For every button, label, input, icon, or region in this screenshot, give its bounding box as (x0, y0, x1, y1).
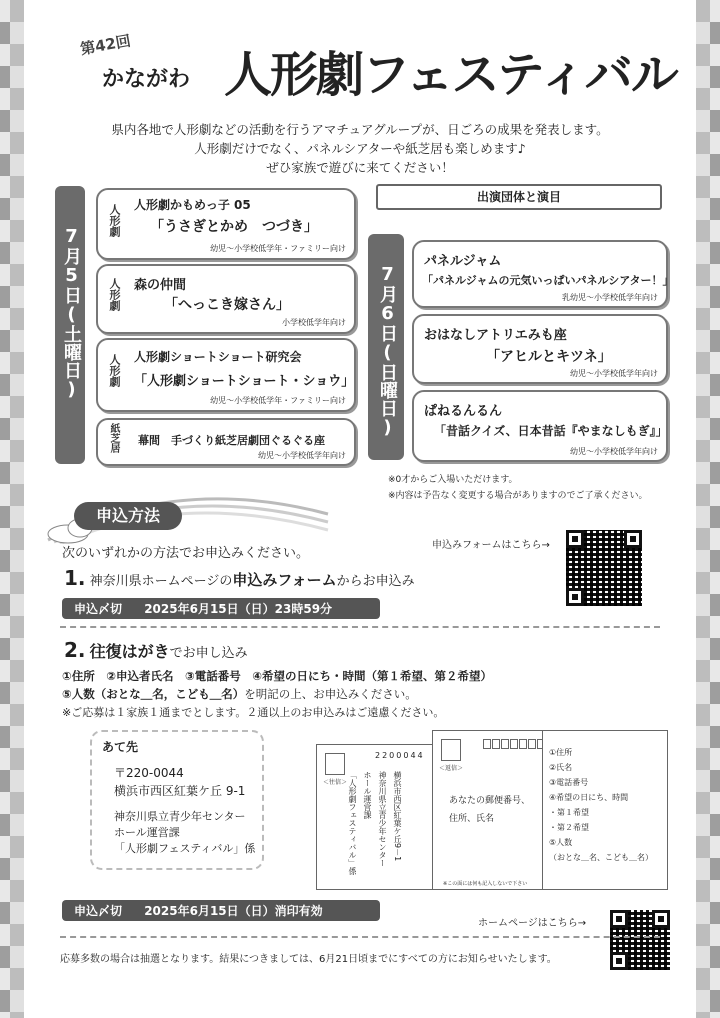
reply-field-2: ②氏名 (549, 763, 573, 772)
day2-banner (376, 184, 662, 210)
day1-item-1 (96, 188, 356, 260)
address-attn: 「人形劇フェスティバル」係 (114, 842, 256, 855)
deadline-2-date: 2025年6月15日（日）消印有効 (144, 904, 323, 918)
intro-text (60, 120, 660, 177)
v-addr1: 横浜市西区紅葉ケ丘9－1 (393, 771, 402, 862)
left-border-pattern (0, 0, 24, 1018)
day1-date: 7月5日(土曜日) (61, 226, 82, 400)
v-addr3: ホール運営課 (363, 771, 372, 819)
day1-item-4 (96, 418, 356, 466)
intro-line-3: ぜひ家族で遊びに来てください！ (266, 160, 454, 175)
method-1-text-b: 申込みフォーム (232, 571, 337, 589)
right-border-pattern (696, 0, 720, 1018)
edition-label: 第42回 (78, 31, 133, 59)
deadline-2-label: 申込〆切 (74, 904, 123, 918)
reply-field-1: ①住所 (549, 748, 573, 757)
fields-line-1: ①住所 ②申込者氏名 ③電話番号 ④希望の日にち・時間（第１希望、第２希望） (62, 669, 492, 683)
postcard-outgoing (316, 744, 434, 890)
day2-date-bar (368, 234, 404, 460)
title-small: かながわ (102, 67, 191, 92)
address-zip: 〒220-0044 (114, 766, 184, 780)
audience: 幼児～小学校低学年・ファミリー向け (210, 244, 346, 253)
audience: 小学校低学年向け (282, 318, 346, 327)
category-label: 人形劇 (108, 354, 121, 387)
group-name: パネルジャム (424, 254, 502, 269)
audience: 幼児～小学校低学年向け (570, 369, 658, 378)
address-org: 神奈川県立青少年センター (114, 810, 246, 823)
program-title: 「パネルジャムの元気いっぱいパネルシアター！」 (422, 274, 674, 287)
day2-banner-text: 出演団体と演目 (476, 190, 561, 204)
reply-field-4: ④希望の日にち、時間 (549, 793, 629, 802)
homepage-link[interactable]: ホームページはこちら→ (478, 918, 587, 929)
reply-field-3: ③電話番号 (549, 778, 589, 787)
page-title: 人形劇フェスティバル (224, 47, 677, 103)
day2-item-2 (412, 314, 668, 384)
fields-line-2-tail: を明記の上、お申込みください。 (244, 687, 417, 701)
method-2 (64, 638, 248, 662)
group-name: 幕間 手づくり紙芝居劇団ぐるぐる座 (138, 434, 325, 447)
address-dept: ホール運営課 (114, 826, 180, 839)
form-link-label[interactable]: 申込みフォームはこちら→ (432, 540, 550, 551)
footer-note: 応募多数の場合は抽選となります。結果につきましては、6月21日頃までにすべての方にお知らせいたします。 (60, 954, 557, 965)
program-title: 「昔話クイズ、日本昔話『やまなしもぎ』」 (434, 424, 668, 438)
deadline-1-date: 2025年6月15日（日）23時59分 (144, 602, 333, 616)
category-label: 人形劇 (108, 278, 121, 311)
day2-item-1 (412, 240, 674, 308)
postcard-reply-back (542, 730, 668, 890)
limit-note: ※ご応募は１家族１通までとします。２通以上のお申込みはご遠慮ください。 (62, 706, 445, 719)
day2-item-3 (412, 390, 668, 462)
v-addr4: 「人形劇フェスティバル」係 (348, 771, 357, 875)
postcard-address-vertical (347, 771, 403, 875)
note-1: ※0才からご入場いただけます。 (388, 475, 518, 485)
postcard-reply (432, 730, 544, 890)
address-label: あて先 (102, 740, 139, 754)
program-title: 「人形劇ショートショート・ショウ」 (134, 374, 355, 389)
method-2-num: 2. (64, 638, 86, 662)
day1-item-3 (96, 338, 356, 412)
address-box (90, 730, 264, 870)
day2-date: 7月6日(日曜日) (377, 264, 398, 438)
group-name: ぱねるんるん (424, 404, 503, 419)
deadline-2 (62, 900, 380, 921)
method-2-text-a: 往復はがき (89, 642, 170, 661)
day1-item-2 (96, 264, 356, 334)
group-name: 人形劇ショートショート研究会 (134, 350, 302, 364)
apply-heading-box (74, 502, 182, 530)
group-name: 人形劇かもめっ子 05 (134, 198, 251, 212)
v-addr2: 神奈川県立青少年センター (378, 771, 387, 867)
intro-line-2: 人形劇だけでなく、パネルシアターや紙芝居も楽しめます♪ (194, 141, 526, 156)
ofuku-label: ＜往信＞ (323, 779, 348, 786)
audience: 乳幼児～小学校低学年向け (562, 293, 658, 302)
postcard-zip: 2200044 (375, 751, 425, 760)
method-2-text-b: でお申し込み (169, 646, 248, 661)
divider-2 (60, 936, 660, 938)
program-title: 「へっこき嫁さん」 (164, 297, 290, 313)
intro-line-1: 県内各地で人形劇などの活動を行うアマチュアグループが、日ごろの成果を発表します。 (111, 122, 609, 137)
form-qr-code[interactable] (566, 530, 642, 606)
divider-1 (60, 626, 660, 628)
category-label: 紙芝居 (108, 423, 119, 453)
reply-field-7: ⑤人数 (549, 838, 573, 847)
stamp-box (325, 753, 345, 775)
zip-boxes (483, 739, 545, 749)
program-title: 「うさぎとかめ つづき」 (150, 219, 318, 235)
audience: 幼児～小学校低学年向け (258, 451, 346, 460)
method-1-text-a: 神奈川県ホームページの (89, 574, 233, 589)
audience: 幼児～小学校低学年向け (570, 447, 658, 456)
category-label: 人形劇 (108, 204, 121, 237)
program-title: 「アヒルとキツネ」 (486, 349, 612, 365)
method-1-num: 1. (64, 566, 86, 590)
reply-field-6: ・第２希望 (549, 823, 589, 832)
day1-date-bar (55, 186, 85, 464)
apply-lead: 次のいずれかの方法でお申込みください。 (62, 546, 310, 561)
audience: 幼児～小学校低学年・ファミリー向け (210, 396, 346, 405)
stamp-box (441, 739, 461, 761)
homepage-qr-code[interactable] (610, 910, 670, 970)
deadline-1-label: 申込〆切 (74, 602, 123, 616)
deadline-1 (62, 598, 380, 619)
fields-line-2-bold: ⑤人数（おとな＿名，こども＿名） (62, 687, 245, 701)
reply-fields (549, 745, 653, 865)
henshin-label: ＜返信＞ (439, 765, 464, 772)
sender-line-1: あなたの郵便番号、 (449, 796, 531, 806)
method-1-text-c: からお申込み (336, 574, 415, 589)
fields-line-2 (62, 686, 417, 702)
apply-heading: 申込方法 (95, 506, 160, 525)
reply-field-8: （おとな＿名、こども＿名） (549, 853, 653, 862)
group-name: 森の仲間 (134, 278, 187, 293)
note-2: ※内容は予告なく変更する場合がありますのでご了承ください。 (388, 491, 648, 501)
postcard-note: ※この面には何も記入しないで下さい (443, 881, 528, 887)
reply-field-5: ・第１希望 (549, 808, 589, 817)
group-name: おはなしアトリエみも座 (424, 328, 567, 343)
sender-line-2: 住所、氏名 (449, 814, 495, 824)
method-1 (64, 566, 415, 590)
address-street: 横浜市西区紅葉ケ丘 9-1 (114, 784, 246, 798)
